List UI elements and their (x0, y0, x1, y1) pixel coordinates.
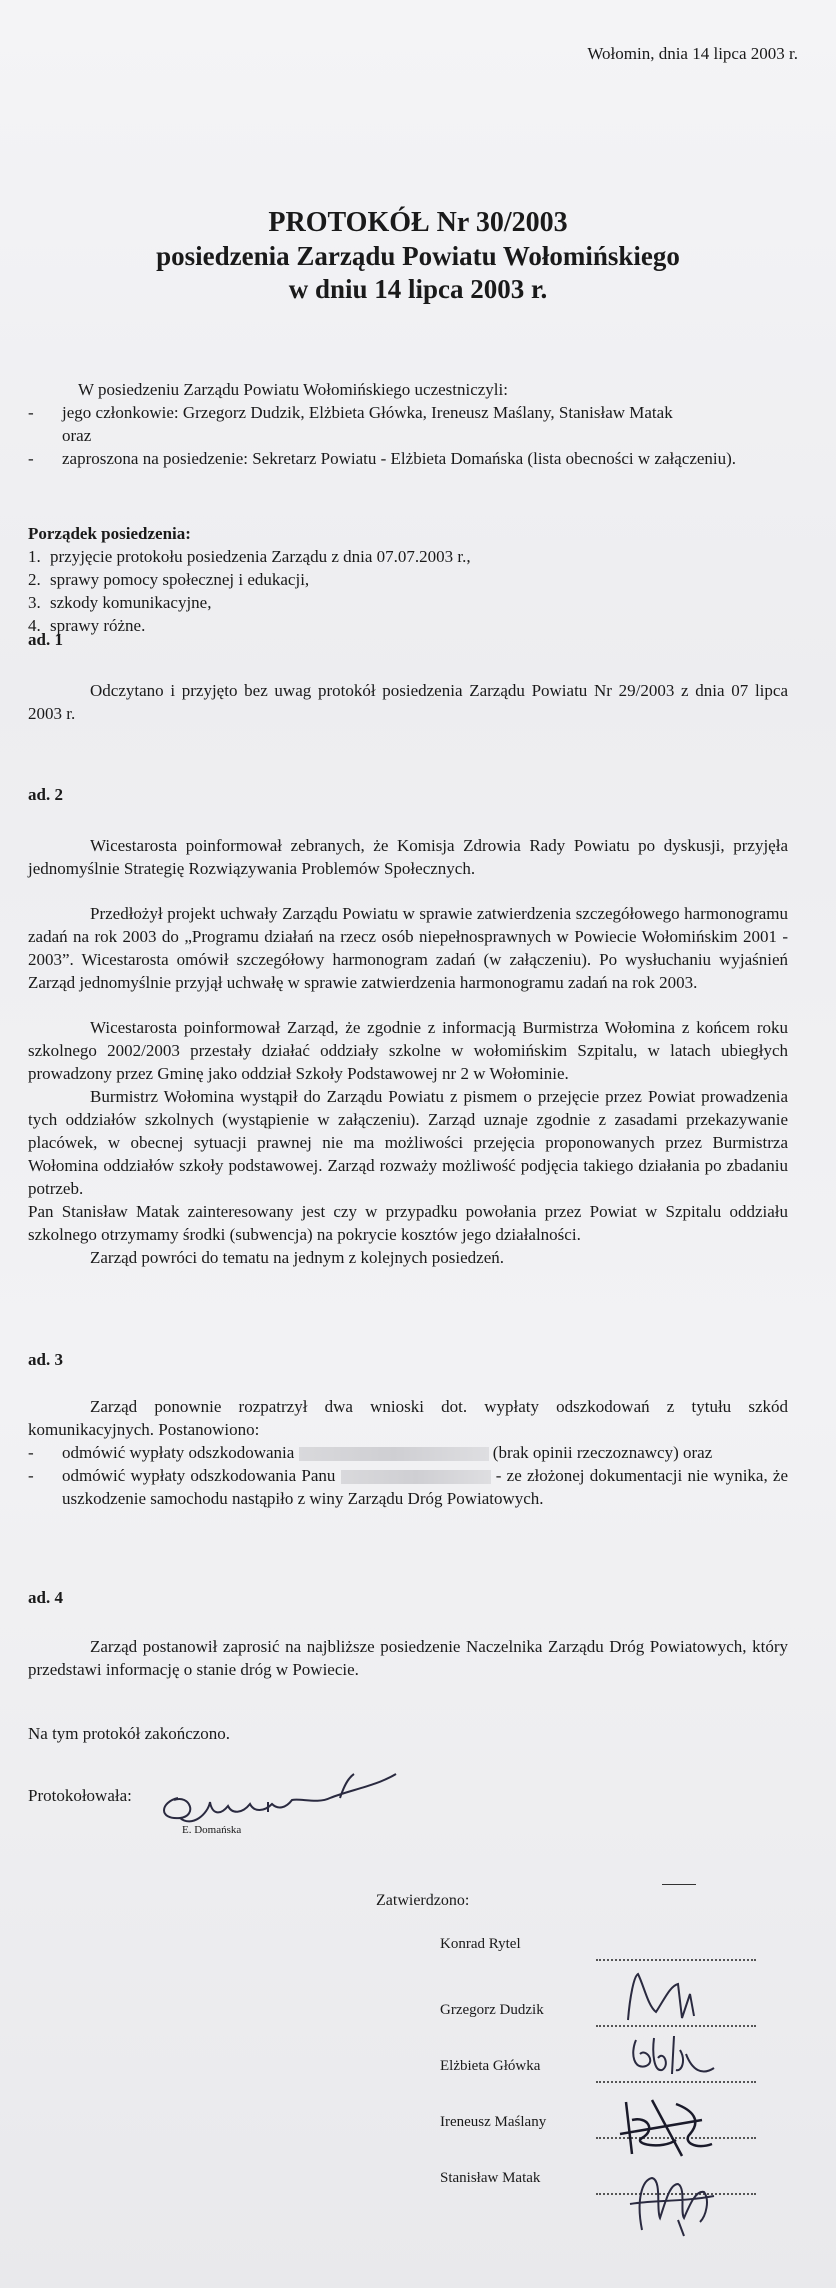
participants-invited: - zaproszona na posiedzenie: Sekretarz Powiatu - Elżbieta Domańska (lista obecności w załączeniu). (28, 447, 788, 470)
approver-name: Grzegorz Dudzik (440, 2002, 544, 2018)
title-line-1: PROTOKÓŁ Nr 30/2003 (268, 207, 568, 238)
ad3-item-1-text-b: (brak opinii rzeczoznawcy) oraz (492, 1443, 713, 1462)
ad2-paragraph-4: Burmistrz Wołomina wystąpił do Zarządu Powiatu z pismem o przejęcie przez Powiat prowadzenia tych oddziałów szkolnych (wystąpienie w załączeniu). Zarząd uznaje zgodnie z zasadami przekazywanie placówek, w obecnej sytuacji prawnej nie ma możliwości przejęcia proponowanych przez Burmistrza Wołomina oddziałów szkoły podstawowej. Zarząd rozważy możliwość podjęcia takiego działania po zbadaniu potrzeb. (28, 1087, 788, 1198)
ad3-item-2 (28, 1464, 788, 1510)
approver-name: Ireneusz Maślany (440, 2114, 547, 2130)
participants-section (28, 378, 788, 470)
ad3-paragraph: Zarząd ponownie rozpatrzył dwa wnioski dot. wypłaty odszkodowań z tytułu szkód komunikacyjnych. Postanowiono: (28, 1397, 788, 1439)
agenda-item (28, 568, 788, 591)
agenda-section (28, 522, 788, 637)
ad1-paragraph: Odczytano i przyjęto bez uwag protokół posiedzenia Zarządu Powiatu Nr 29/2003 z dnia 07 lipca 2003 r. (28, 681, 788, 723)
agenda-item (28, 591, 788, 614)
recorder-label: Protokołowała: (28, 1786, 132, 1805)
ad3-item-2-text-a: odmówić wypłaty odszkodowania Panu (62, 1466, 336, 1485)
ad2-paragraph-6: Zarząd powróci do tematu na jednym z kolejnych posiedzeń. (90, 1248, 504, 1267)
ad4-paragraph: Zarząd postanowił zaprosić na najbliższe posiedzenie Naczelnika Zarządu Dróg Powiatowych, który przedstawi informację o stanie dróg w Powiecie. (28, 1637, 788, 1679)
title-line-2: posiedzenia Zarządu Powiatu Wołomińskiego (156, 241, 680, 271)
ad2-paragraph-2: Przedłożył projekt uchwały Zarządu Powiatu w sprawie zatwierdzenia szczegółowego harmonogramu zadań na rok 2003 do „Programu działań na rzecz osób niepełnosprawnych w Powiecie Wołomińskim 2001 - 2003”. Wicestarosta omówił szczegółowy harmonogram zadań (w załączeniu). Po wysłuchaniu wyjaśnień Zarząd jednomyślnie przyjął uchwałę w sprawie zatwierdzenia harmonogramu zadań na rok 2003. (28, 904, 788, 992)
participants-members (28, 401, 788, 447)
ad2-heading: ad. 2 (28, 785, 63, 804)
agenda-item-number: 1. (28, 547, 41, 566)
approver-name: Stanisław Matak (440, 2170, 541, 2186)
redacted-name (341, 1470, 491, 1484)
ad3-item-1 (28, 1441, 788, 1464)
ad2-paragraph-3: Wicestarosta poinformował Zarząd, że zgodnie z informacją Burmistrza Wołomina z końcem roku szkolnego 2002/2003 przestały działać oddziały szkolne w wołomińskim Szpitalu, w latach ubiegłych prowadzony przez Gminę jako oddział Szkoły Podstawowej nr 2 w Wołominie. (28, 1018, 788, 1083)
agenda-item-text: sprawy różne. (50, 616, 146, 635)
approver-signature-mark (612, 2090, 722, 2170)
ad4-heading: ad. 4 (28, 1588, 63, 1607)
agenda-item-number: 3. (28, 593, 41, 612)
agenda-item-number: 2. (28, 570, 41, 589)
document-title (0, 206, 836, 306)
agenda-heading: Porządek posiedzenia: (28, 524, 191, 543)
ad3-item-1-text-a: odmówić wypłaty odszkodowania (62, 1443, 295, 1462)
ad2-paragraph-1: Wicestarosta poinformował zebranych, że Komisja Zdrowia Rady Powiatu po dyskusji, przyjęła jednomyślnie Strategię Rozwiązywania Problemów Społecznych. (28, 836, 788, 878)
agenda-item-number: 4. (28, 616, 41, 635)
title-line-3: w dniu 14 lipca 2003 r. (288, 274, 548, 304)
approver-signature-mark (622, 2160, 722, 2240)
agenda-item-text: sprawy pomocy społecznej i edukacji, (50, 570, 310, 589)
ad2-paragraph-5: Pan Stanisław Matak zainteresowany jest czy w przypadku powołania przez Powiat w Szpitalu oddziału szkolnego otrzymamy środki (subwencja) na pokrycie kosztów jego działalności. (28, 1202, 788, 1244)
ad3-section (28, 1348, 788, 1510)
approver-dotted-line (596, 1958, 756, 1961)
members-text: jego członkowie: Grzegorz Dudzik, Elżbieta Główka, Ireneusz Maślany, Stanisław Matak (62, 403, 673, 422)
closing-text: Na tym protokół zakończono. (28, 1724, 231, 1743)
ad1-section (28, 628, 788, 725)
agenda-item (28, 545, 788, 568)
closing-section (28, 1722, 788, 1745)
ad1-heading: ad. 1 (28, 630, 63, 649)
agenda-item-text: szkody komunikacyjne, (50, 593, 212, 612)
members-and: oraz (62, 426, 92, 445)
approver-signature-mark (620, 1966, 710, 2026)
approver-name: Elżbieta Główka (440, 2058, 541, 2074)
city-date: Wołomin, dnia 14 lipca 2003 r. (587, 44, 798, 63)
approver-name: Konrad Rytel (440, 1936, 521, 1952)
ad2-section (28, 783, 788, 1269)
approval-label: Zatwierdzono: (376, 1892, 470, 1909)
ad3-heading: ad. 3 (28, 1350, 63, 1369)
agenda-item-text: przyjęcie protokołu posiedzenia Zarządu z dnia 07.07.2003 r., (50, 547, 471, 566)
ad4-section (28, 1586, 788, 1681)
approver-signature-mark (626, 2030, 726, 2086)
recorder-name: E. Domańska (182, 1824, 242, 1836)
participants-lead: W posiedzeniu Zarządu Powiatu Wołomińskiego uczestniczyli: (78, 380, 508, 399)
ad3-item-2-text-b: - ze złożonej dokumentacji nie wynika, że uszkodzenie samochodu nastąpiło z winy Zarządu Dróg Powiatowych. (62, 1466, 788, 1508)
approval-rule (662, 1884, 696, 1885)
redacted-name (299, 1447, 489, 1461)
